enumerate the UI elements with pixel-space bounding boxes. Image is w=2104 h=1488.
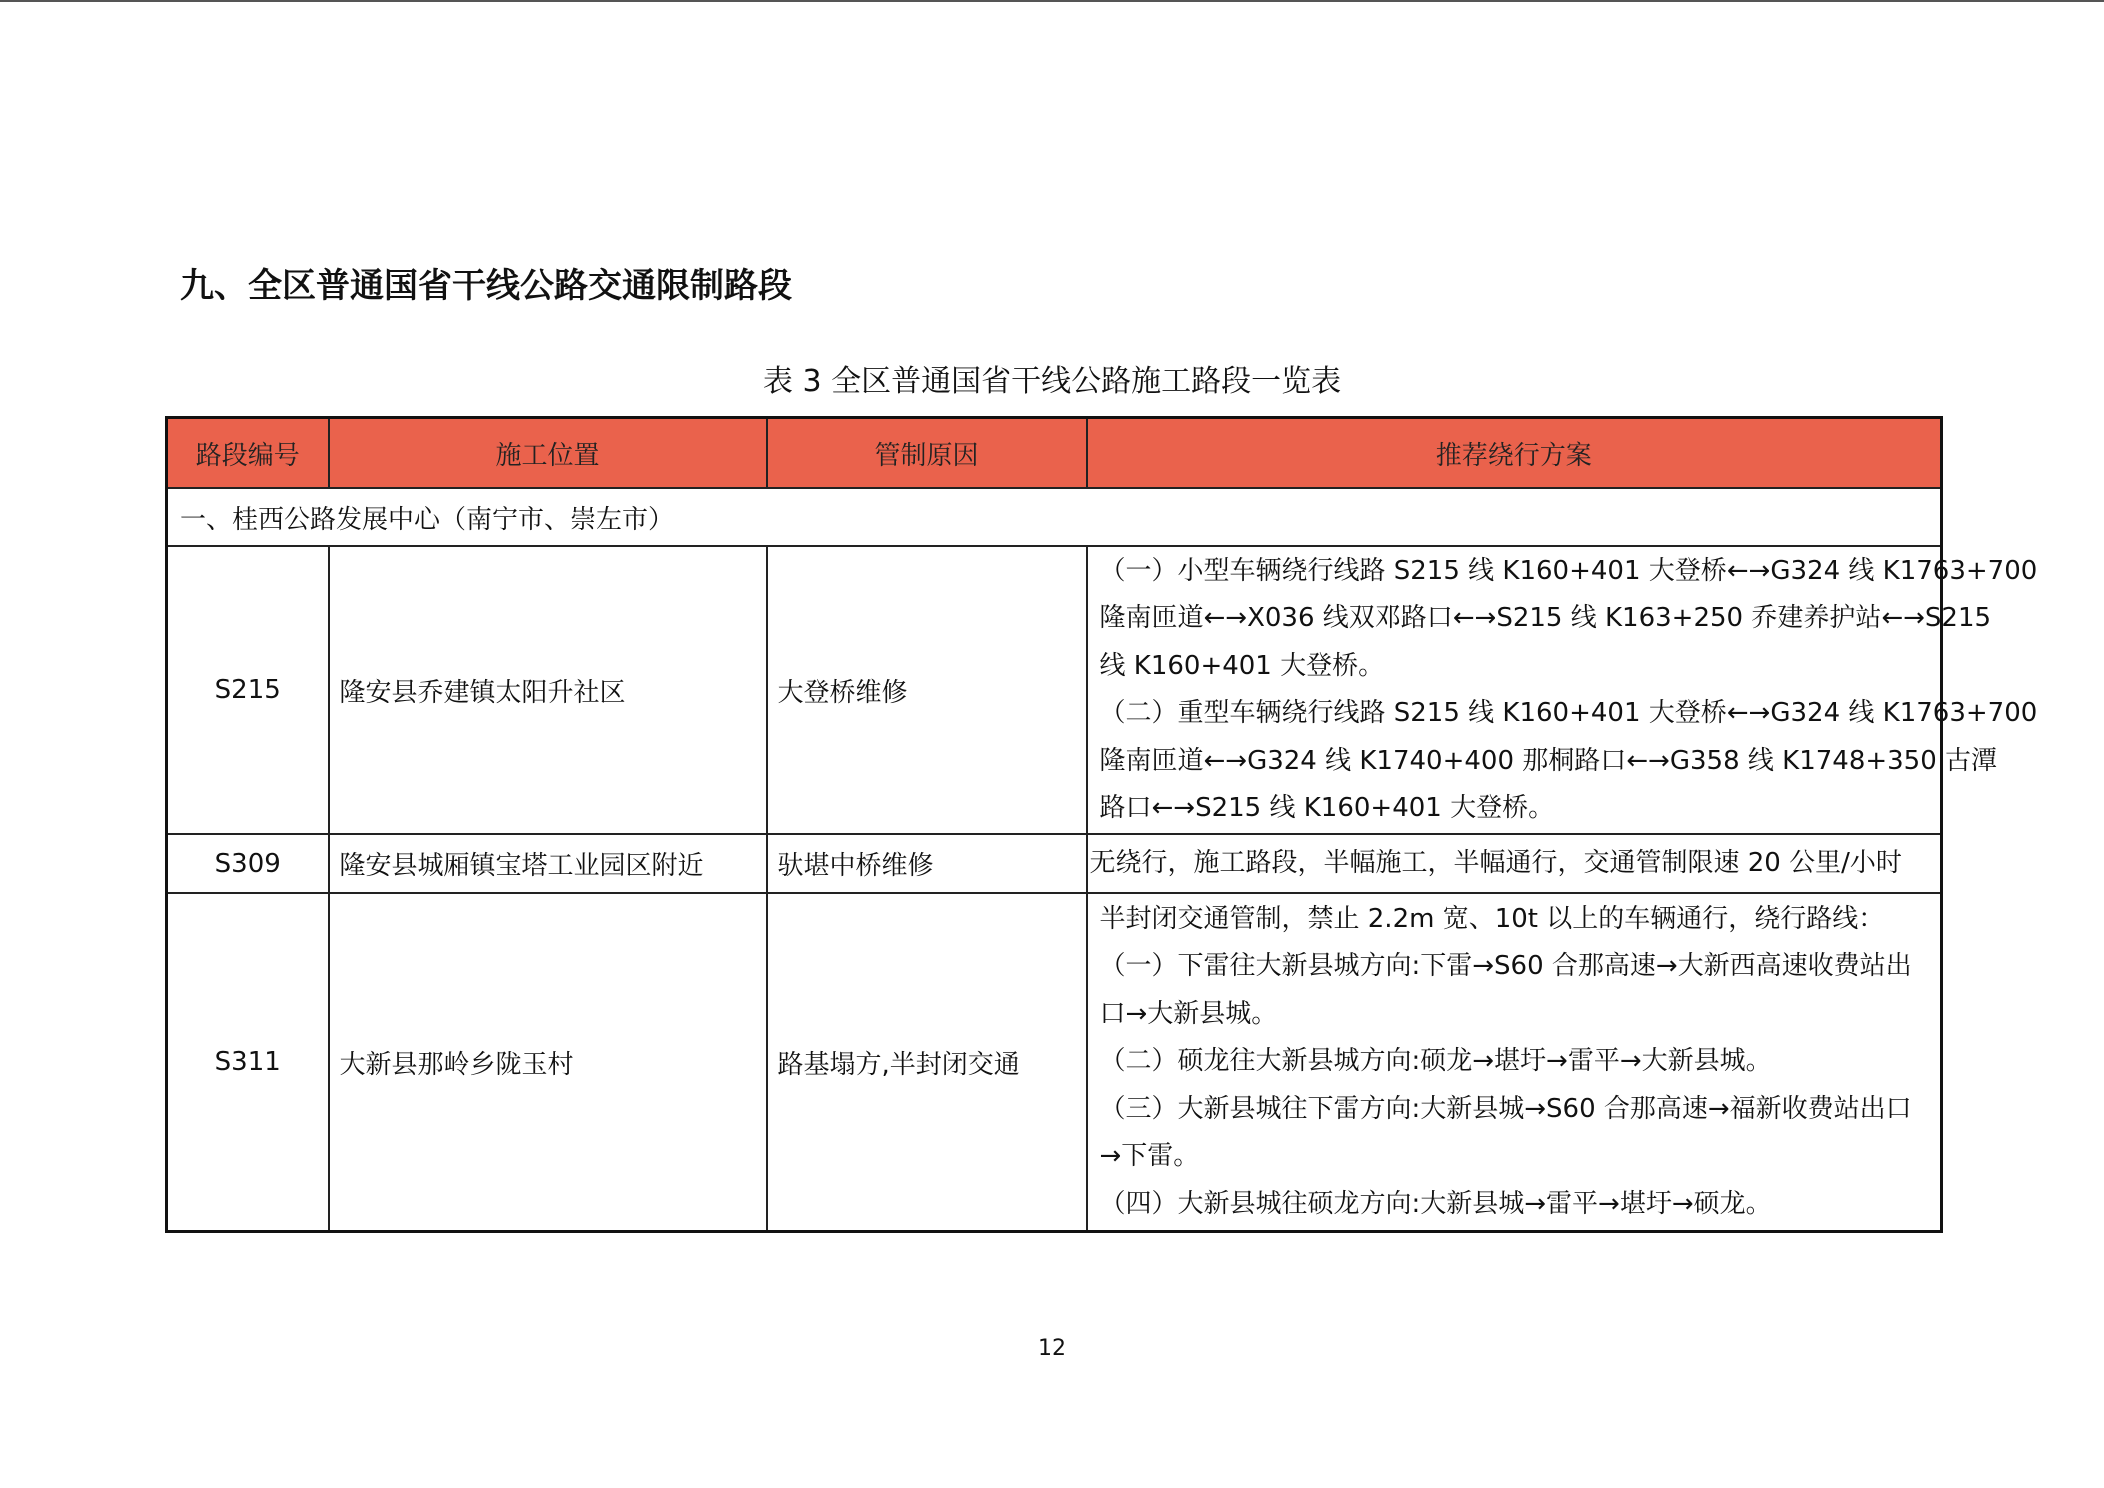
column-header-location: 施工位置 [329,418,767,489]
table-caption: 表 3 全区普通国省干线公路施工路段一览表 [762,364,1342,399]
column-header-reason: 管制原因 [767,418,1087,489]
reason-cell: 路基塌方,半封闭交通 [767,893,1087,1232]
road-id-cell: S215 [167,546,329,834]
detour-plan-line: 线 K160+401 大登桥。 [1099,650,1385,681]
location-cell: 隆安县乔建镇太阳升社区 [329,546,767,834]
detour-plan-cell [1087,834,1942,893]
construction-table-container [165,416,2038,1233]
detour-plan-line: （三）大新县城往下雷方向:大新县城→S60 合那高速→福新收费站出口 [1099,1093,1912,1124]
detour-plan-line: 口→大新县城。 [1099,998,1278,1029]
detour-plan-cell [1087,893,1942,1232]
detour-plan-line: 无绕行，施工路段，半幅施工，半幅通行，交通管制限速 20 公里/小时 [1089,847,1902,878]
table-row [167,546,1942,834]
detour-plan-line: （四）大新县城往硕龙方向:大新县城→雷平→堪圩→硕龙。 [1099,1188,1772,1219]
detour-plan-line: 隆南匝道←→X036 线双邓路口←→S215 线 K163+250 乔建养护站←→S215 [1099,603,1992,633]
road-id-cell: S311 [167,893,329,1232]
detour-plan-line: （一）下雷往大新县城方向:下雷→S60 合那高速→大新西高速收费站出 [1099,951,1912,982]
detour-plan-line: （二）硕龙往大新县城方向:硕龙→堪圩→雷平→大新县城。 [1099,1046,1772,1077]
top-border-line [0,0,2104,2]
construction-sections-table [165,416,2038,1233]
detour-plan-line: →下雷。 [1099,1141,1200,1172]
column-header-road-id: 路段编号 [167,418,329,489]
table-row [167,893,1942,1232]
detour-plan-line: 隆南匝道←→G324 线 K1740+400 那桐路口←→G358 线 K1748+350 古潭 [1099,745,1998,776]
location-cell: 大新县那岭乡陇玉村 [329,893,767,1232]
location-cell: 隆安县城厢镇宝塔工业园区附近 [329,834,767,893]
detour-plan-line: （二）重型车辆绕行线路 S215 线 K160+401 大登桥←→G324 线 K1763+700 [1099,698,2038,728]
region-row [167,488,1942,546]
table-row [167,834,1942,893]
detour-plan-line: 路口←→S215 线 K160+401 大登桥。 [1099,793,1555,823]
road-id-cell: S309 [167,834,329,893]
detour-plan-cell [1087,546,2038,834]
page-number: 12 [1038,1336,1066,1361]
column-header-detour-plan: 推荐绕行方案 [1087,418,1942,489]
reason-cell: 驮堪中桥维修 [767,834,1087,893]
detour-plan-line: 半封闭交通管制，禁止 2.2m 宽、10t 以上的车辆通行，绕行路线： [1099,903,1885,934]
detour-plan-line: （一）小型车辆绕行线路 S215 线 K160+401 大登桥←→G324 线 K1763+700 [1099,555,2038,586]
reason-cell: 大登桥维修 [767,546,1087,834]
section-heading: 九、全区普通国省干线公路交通限制路段 [180,266,792,306]
region-label: 一、桂西公路发展中心（南宁市、崇左市） [167,488,1942,546]
table-header-row [167,418,1942,489]
